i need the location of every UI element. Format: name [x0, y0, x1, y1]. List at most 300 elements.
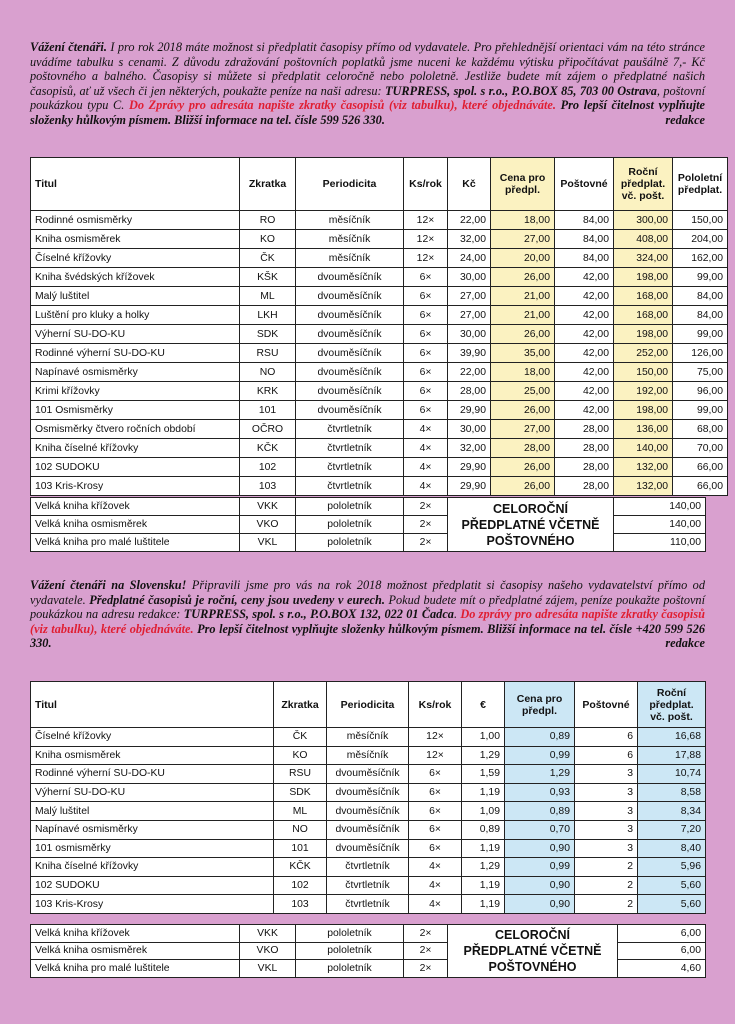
- table-cell: 96,00: [673, 382, 728, 401]
- table-cell: 101: [274, 839, 327, 858]
- table-cell: 84,00: [673, 287, 728, 306]
- table-cell: 1,00: [462, 728, 505, 747]
- table-cell: Luštění pro kluky a holky: [31, 306, 240, 325]
- table-cell: 27,00: [448, 306, 491, 325]
- table-cell: 103 Kris-Krosy: [31, 477, 240, 496]
- table-cell: 30,00: [448, 420, 491, 439]
- intro-cz-signature: redakce: [665, 112, 705, 127]
- intro-sk-text3: .: [453, 607, 461, 622]
- table-cell: 8,34: [638, 802, 706, 821]
- table-cell: 3: [575, 820, 638, 839]
- table-cell: 2×: [404, 942, 448, 960]
- table-cell: 102 SUDOKU: [31, 876, 274, 895]
- table-cell: 27,00: [491, 420, 555, 439]
- table-row: [31, 325, 728, 344]
- table-cell: dvouměsíčník: [296, 382, 404, 401]
- table-cell: 12×: [404, 249, 448, 268]
- table-cell: VKL: [240, 960, 296, 978]
- table-cell: KČK: [274, 858, 327, 877]
- table-cell: 8,58: [638, 783, 706, 802]
- table-cell: 24,00: [448, 249, 491, 268]
- table-row: [31, 925, 706, 943]
- table-cell: ML: [240, 287, 296, 306]
- table-cell: Kniha osmisměrek: [31, 746, 274, 765]
- table-cell: 4×: [404, 477, 448, 496]
- table-cell: 6×: [409, 820, 462, 839]
- table-cell: 70,00: [673, 439, 728, 458]
- table-cell: měsíčník: [296, 249, 404, 268]
- table-cell: 4×: [409, 858, 462, 877]
- table-cell: 84,00: [555, 211, 614, 230]
- table-cell: 192,00: [614, 382, 673, 401]
- table-cell: 2×: [404, 516, 448, 534]
- table-cell: 28,00: [555, 420, 614, 439]
- subscription-label: CELOROČNÍ PŘEDPLATNÉ VČETNĚ POŠTOVNÉHO: [448, 925, 618, 978]
- table-cell: 21,00: [491, 287, 555, 306]
- table-cell: 12×: [404, 211, 448, 230]
- table-cell: ČK: [240, 249, 296, 268]
- table-cell: NO: [240, 363, 296, 382]
- table-cell: 0,99: [505, 746, 575, 765]
- table-cell: 6×: [404, 306, 448, 325]
- table-cell: dvouměsíčník: [296, 287, 404, 306]
- table-cell: 42,00: [555, 382, 614, 401]
- table-cell: Kniha číselné křížovky: [31, 858, 274, 877]
- table-cell: 29,90: [448, 401, 491, 420]
- table-cell: 42,00: [555, 401, 614, 420]
- table-cell: 0,89: [505, 802, 575, 821]
- table-cell: 66,00: [673, 458, 728, 477]
- intro-cz: [30, 40, 705, 128]
- cz-big-table: [30, 497, 706, 552]
- table-cell: 1,29: [462, 746, 505, 765]
- table-cell: 20,00: [491, 249, 555, 268]
- table-row: [31, 498, 706, 516]
- table-cell: 0,93: [505, 783, 575, 802]
- table-cell: 17,88: [638, 746, 706, 765]
- table-cell: 2: [575, 876, 638, 895]
- col-rocni: Roční předplat. vč. pošt.: [638, 682, 706, 728]
- intro-cz-text3: Pro lepší čitelnost vyplňujte složenky hůlkovým písmem. Bližší informace na tel. čísle 599 526 330.: [30, 98, 705, 127]
- table-cell: ML: [274, 802, 327, 821]
- table-cell: KO: [274, 746, 327, 765]
- table-cell: 28,00: [555, 439, 614, 458]
- table-cell: dvouměsíčník: [296, 325, 404, 344]
- table-cell: dvouměsíčník: [296, 363, 404, 382]
- intro-sk-signature: redakce: [665, 636, 705, 651]
- table-cell: KŠK: [240, 268, 296, 287]
- table-cell: KRK: [240, 382, 296, 401]
- table-row: [31, 287, 728, 306]
- table-cell: 101 Osmisměrky: [31, 401, 240, 420]
- table-row: [31, 363, 728, 382]
- table-cell: Velká kniha křížovek: [31, 925, 240, 943]
- table-cell: 1,59: [462, 765, 505, 784]
- table-cell: 28,00: [555, 458, 614, 477]
- table-cell: Číselné křížovky: [31, 249, 240, 268]
- table-cell: 132,00: [614, 458, 673, 477]
- table-cell: VKL: [240, 534, 296, 552]
- table-cell: 6,00: [618, 942, 706, 960]
- table-cell: 6×: [404, 268, 448, 287]
- table-cell: Kniha číselné křížovky: [31, 439, 240, 458]
- table-cell: 204,00: [673, 230, 728, 249]
- table-cell: 6×: [409, 802, 462, 821]
- table-cell: čtvrtletník: [296, 439, 404, 458]
- table-cell: Rodinné výherní SU-DO-KU: [31, 765, 274, 784]
- table-cell: 0,89: [462, 820, 505, 839]
- cz-price-table: [30, 157, 728, 496]
- table-cell: 42,00: [555, 363, 614, 382]
- table-cell: 198,00: [614, 268, 673, 287]
- table-cell: 102: [240, 458, 296, 477]
- table-cell: 198,00: [614, 401, 673, 420]
- sk-big-table: [30, 924, 706, 978]
- table-cell: Napínavé osmisměrky: [31, 820, 274, 839]
- table-cell: 84,00: [555, 249, 614, 268]
- table-cell: Malý luštitel: [31, 287, 240, 306]
- table-cell: 66,00: [673, 477, 728, 496]
- table-cell: Napínavé osmisměrky: [31, 363, 240, 382]
- table-cell: 75,00: [673, 363, 728, 382]
- table-cell: pololetník: [296, 942, 404, 960]
- table-cell: 4×: [409, 876, 462, 895]
- table-cell: 2: [575, 858, 638, 877]
- table-cell: 6×: [404, 287, 448, 306]
- table-cell: čtvrtletník: [327, 895, 409, 914]
- cz-table-body: [31, 211, 728, 496]
- table-cell: 2×: [404, 534, 448, 552]
- intro-cz-text1: I pro rok 2018 máte možnost si předplatit časopisy přímo od vydavatele. Pro přehlednější orientaci vám na této stránce uvádíme tabulku s cenami. Z důvodu zdražování poštovních poplatků jsme nuceni ke každému výtisku připočítávat paušálně 7,- Kč poštovného a balného. Časopisy si můžete si předplatit celoročně nebo pololetně. Jestliže budete mít zájem o předplatné našich časopisů, ať už všech či jen některých, poukažte peníze na naši adresu:: [30, 40, 705, 98]
- table-cell: 3: [575, 783, 638, 802]
- table-row: [31, 895, 706, 914]
- table-cell: 68,00: [673, 420, 728, 439]
- table-cell: 324,00: [614, 249, 673, 268]
- table-row: [31, 820, 706, 839]
- table-cell: 0,90: [505, 876, 575, 895]
- table-cell: pololetník: [296, 960, 404, 978]
- table-cell: VKK: [240, 498, 296, 516]
- table-cell: 6: [575, 746, 638, 765]
- table-cell: 39,90: [448, 344, 491, 363]
- table-cell: 103: [240, 477, 296, 496]
- cz-big-table-body: [31, 498, 706, 552]
- col-postovne: Poštovné: [575, 682, 638, 728]
- table-cell: 6×: [404, 363, 448, 382]
- col-ks: Ks/rok: [404, 158, 448, 211]
- intro-sk-text4: Pro lepší čitelnost vyplňujte složenky hůlkovým písmem. Bližší informace na tel. čísle +420 599 526 330.: [30, 621, 705, 651]
- table-cell: 8,40: [638, 839, 706, 858]
- table-cell: 3: [575, 839, 638, 858]
- table-cell: 102: [274, 876, 327, 895]
- intro-cz-red-note: Do Zprávy pro adresáta napište zkratky časopisů (viz tabulku), které objednáváte.: [128, 98, 556, 113]
- table-cell: 99,00: [673, 325, 728, 344]
- table-row: [31, 876, 706, 895]
- table-row: [31, 765, 706, 784]
- table-cell: dvouměsíčník: [327, 802, 409, 821]
- table-cell: RSU: [240, 344, 296, 363]
- col-cena: Kč: [448, 158, 491, 211]
- table-cell: 168,00: [614, 306, 673, 325]
- table-cell: Velká kniha pro malé luštitele: [31, 960, 240, 978]
- table-cell: 29,90: [448, 458, 491, 477]
- table-row: [31, 728, 706, 747]
- table-cell: VKO: [240, 516, 296, 534]
- table-cell: 1,29: [505, 765, 575, 784]
- table-cell: NO: [274, 820, 327, 839]
- table-row: [31, 382, 728, 401]
- intro-sk-address: TURPRESS, spol. s r.o., P.O.BOX 132, 022 01 Čadca: [183, 607, 454, 622]
- table-cell: 16,68: [638, 728, 706, 747]
- table-cell: 30,00: [448, 268, 491, 287]
- table-cell: 42,00: [555, 344, 614, 363]
- table-cell: ČK: [274, 728, 327, 747]
- table-row: [31, 268, 728, 287]
- table-cell: 0,90: [505, 895, 575, 914]
- table-cell: 101: [240, 401, 296, 420]
- table-cell: 27,00: [491, 230, 555, 249]
- intro-sk-red-note: Do zprávy pro adresáta napište zkratky časopisů (viz tabulku), které objednáváte.: [30, 607, 705, 636]
- table-cell: pololetník: [296, 925, 404, 943]
- table-cell: dvouměsíčník: [327, 820, 409, 839]
- table-cell: 6×: [409, 765, 462, 784]
- table-cell: Krimi křížovky: [31, 382, 240, 401]
- subscription-label: CELOROČNÍ PŘEDPLATNÉ VČETNĚ POŠTOVNÉHO: [448, 498, 614, 552]
- table-cell: 35,00: [491, 344, 555, 363]
- table-cell: čtvrtletník: [296, 420, 404, 439]
- table-cell: 1,19: [462, 839, 505, 858]
- table-cell: 12×: [409, 746, 462, 765]
- table-cell: RO: [240, 211, 296, 230]
- table-cell: 140,00: [614, 516, 706, 534]
- table-row: [31, 839, 706, 858]
- col-zkratka: Zkratka: [240, 158, 296, 211]
- table-row: [31, 211, 728, 230]
- table-cell: 103: [274, 895, 327, 914]
- table-cell: 103 Kris-Krosy: [31, 895, 274, 914]
- table-cell: 1,19: [462, 783, 505, 802]
- table-cell: 110,00: [614, 534, 706, 552]
- table-cell: OČRO: [240, 420, 296, 439]
- table-cell: 252,00: [614, 344, 673, 363]
- table-cell: 28,00: [448, 382, 491, 401]
- table-cell: 5,60: [638, 876, 706, 895]
- table-cell: 408,00: [614, 230, 673, 249]
- col-titul: Titul: [31, 158, 240, 211]
- table-cell: 3: [575, 765, 638, 784]
- table-cell: 3: [575, 802, 638, 821]
- table-cell: pololetník: [296, 534, 404, 552]
- table-cell: 22,00: [448, 211, 491, 230]
- table-cell: VKO: [240, 942, 296, 960]
- table-cell: 6×: [404, 382, 448, 401]
- sk-table-body: [31, 728, 706, 914]
- table-cell: Velká kniha osmisměrek: [31, 516, 240, 534]
- table-cell: 28,00: [491, 439, 555, 458]
- col-periodicita: Periodicita: [296, 158, 404, 211]
- table-cell: 126,00: [673, 344, 728, 363]
- table-cell: KO: [240, 230, 296, 249]
- table-cell: 26,00: [491, 268, 555, 287]
- table-cell: 30,00: [448, 325, 491, 344]
- table-cell: Velká kniha křížovek: [31, 498, 240, 516]
- intro-cz-text2: , poštovní poukázkou typu C.: [30, 83, 705, 113]
- table-cell: 6×: [404, 325, 448, 344]
- table-cell: 32,00: [448, 439, 491, 458]
- table-cell: KČK: [240, 439, 296, 458]
- table-cell: 10,74: [638, 765, 706, 784]
- table-cell: 162,00: [673, 249, 728, 268]
- table-cell: 12×: [409, 728, 462, 747]
- intro-sk: [30, 578, 705, 651]
- table-row: [31, 249, 728, 268]
- table-cell: RSU: [274, 765, 327, 784]
- table-row: [31, 858, 706, 877]
- table-cell: 132,00: [614, 477, 673, 496]
- table-cell: dvouměsíčník: [296, 401, 404, 420]
- table-cell: čtvrtletník: [296, 458, 404, 477]
- table-cell: 29,90: [448, 477, 491, 496]
- col-periodicita: Periodicita: [327, 682, 409, 728]
- table-cell: 28,00: [555, 477, 614, 496]
- col-cena-predpl: Cena pro předpl.: [491, 158, 555, 211]
- col-rocni: Roční předplat. vč. pošt.: [614, 158, 673, 211]
- table-cell: 6×: [404, 344, 448, 363]
- table-cell: 4×: [404, 420, 448, 439]
- table-cell: 42,00: [555, 287, 614, 306]
- table-cell: 198,00: [614, 325, 673, 344]
- table-cell: 4×: [409, 895, 462, 914]
- table-cell: 99,00: [673, 268, 728, 287]
- table-cell: Velká kniha osmisměrek: [31, 942, 240, 960]
- table-cell: 0,89: [505, 728, 575, 747]
- table-cell: 7,20: [638, 820, 706, 839]
- col-pololetni: Pololetní předplat.: [673, 158, 728, 211]
- table-cell: 21,00: [491, 306, 555, 325]
- table-cell: pololetník: [296, 516, 404, 534]
- table-row: [31, 401, 728, 420]
- table-cell: 5,96: [638, 858, 706, 877]
- table-cell: dvouměsíčník: [327, 765, 409, 784]
- table-cell: dvouměsíčník: [296, 306, 404, 325]
- table-cell: 136,00: [614, 420, 673, 439]
- table-row: [31, 477, 728, 496]
- intro-sk-greeting: Vážení čtenáři na Slovensku!: [30, 578, 187, 592]
- table-cell: dvouměsíčník: [327, 839, 409, 858]
- table-cell: Rodinné výherní SU-DO-KU: [31, 344, 240, 363]
- table-cell: dvouměsíčník: [296, 344, 404, 363]
- table-cell: 32,00: [448, 230, 491, 249]
- table-cell: měsíčník: [296, 230, 404, 249]
- col-titul: Titul: [31, 682, 274, 728]
- sk-price-table: [30, 681, 706, 914]
- table-cell: 101 osmisměrky: [31, 839, 274, 858]
- table-cell: 26,00: [491, 477, 555, 496]
- table-cell: Osmisměrky čtvero ročních období: [31, 420, 240, 439]
- table-cell: 2: [575, 895, 638, 914]
- table-cell: 4×: [404, 439, 448, 458]
- sk-big-table-body: [31, 925, 706, 978]
- table-cell: 150,00: [673, 211, 728, 230]
- col-cena-predpl: Cena pro předpl.: [505, 682, 575, 728]
- table-cell: 1,29: [462, 858, 505, 877]
- table-cell: 6×: [404, 401, 448, 420]
- table-cell: dvouměsíčník: [327, 783, 409, 802]
- table-cell: Kniha švédských křížovek: [31, 268, 240, 287]
- table-cell: 140,00: [614, 439, 673, 458]
- table-row: [31, 420, 728, 439]
- table-cell: 140,00: [614, 498, 706, 516]
- table-cell: 1,19: [462, 876, 505, 895]
- col-cena: €: [462, 682, 505, 728]
- table-cell: 300,00: [614, 211, 673, 230]
- table-cell: 0,90: [505, 839, 575, 858]
- table-cell: 22,00: [448, 363, 491, 382]
- table-cell: Malý luštitel: [31, 802, 274, 821]
- table-row: [31, 306, 728, 325]
- table-cell: čtvrtletník: [327, 858, 409, 877]
- table-cell: 18,00: [491, 363, 555, 382]
- table-cell: 26,00: [491, 401, 555, 420]
- table-cell: měsíčník: [296, 211, 404, 230]
- table-cell: 26,00: [491, 458, 555, 477]
- table-cell: měsíčník: [327, 728, 409, 747]
- table-cell: VKK: [240, 925, 296, 943]
- table-row: [31, 783, 706, 802]
- intro-cz-address: TURPRESS, spol. s r.o., P.O.BOX 85, 703 00 Ostrava: [385, 83, 657, 98]
- table-cell: 4,60: [618, 960, 706, 978]
- table-cell: 4×: [404, 458, 448, 477]
- table-cell: 6×: [409, 839, 462, 858]
- table-cell: Velká kniha pro malé luštitele: [31, 534, 240, 552]
- table-cell: 2×: [404, 925, 448, 943]
- table-cell: Rodinné osmisměrky: [31, 211, 240, 230]
- table-cell: 42,00: [555, 325, 614, 344]
- table-cell: Výherní SU-DO-KU: [31, 783, 274, 802]
- table-cell: 0,99: [505, 858, 575, 877]
- table-cell: Číselné křížovky: [31, 728, 274, 747]
- table-row: [31, 344, 728, 363]
- table-cell: čtvrtletník: [296, 477, 404, 496]
- table-cell: 84,00: [673, 306, 728, 325]
- col-ks: Ks/rok: [409, 682, 462, 728]
- table-cell: 6×: [409, 783, 462, 802]
- table-cell: pololetník: [296, 498, 404, 516]
- table-cell: 102 SUDOKU: [31, 458, 240, 477]
- table-cell: 25,00: [491, 382, 555, 401]
- table-row: [31, 802, 706, 821]
- table-cell: 42,00: [555, 268, 614, 287]
- table-cell: čtvrtletník: [327, 876, 409, 895]
- table-row: [31, 458, 728, 477]
- table-cell: 1,19: [462, 895, 505, 914]
- table-cell: Kniha osmisměrek: [31, 230, 240, 249]
- table-cell: 1,09: [462, 802, 505, 821]
- table-cell: 2×: [404, 498, 448, 516]
- table-cell: Výherní SU-DO-KU: [31, 325, 240, 344]
- table-cell: 99,00: [673, 401, 728, 420]
- table-cell: 150,00: [614, 363, 673, 382]
- table-cell: 84,00: [555, 230, 614, 249]
- table-cell: 27,00: [448, 287, 491, 306]
- table-row: [31, 746, 706, 765]
- intro-sk-text2: Pokud budete mít o předplatné zájem, peníze poukažte poštovní poukázkou na adresu redakce:: [30, 592, 705, 622]
- table-cell: LKH: [240, 306, 296, 325]
- table-cell: měsíčník: [327, 746, 409, 765]
- table-cell: 18,00: [491, 211, 555, 230]
- table-cell: 168,00: [614, 287, 673, 306]
- table-cell: 2×: [404, 960, 448, 978]
